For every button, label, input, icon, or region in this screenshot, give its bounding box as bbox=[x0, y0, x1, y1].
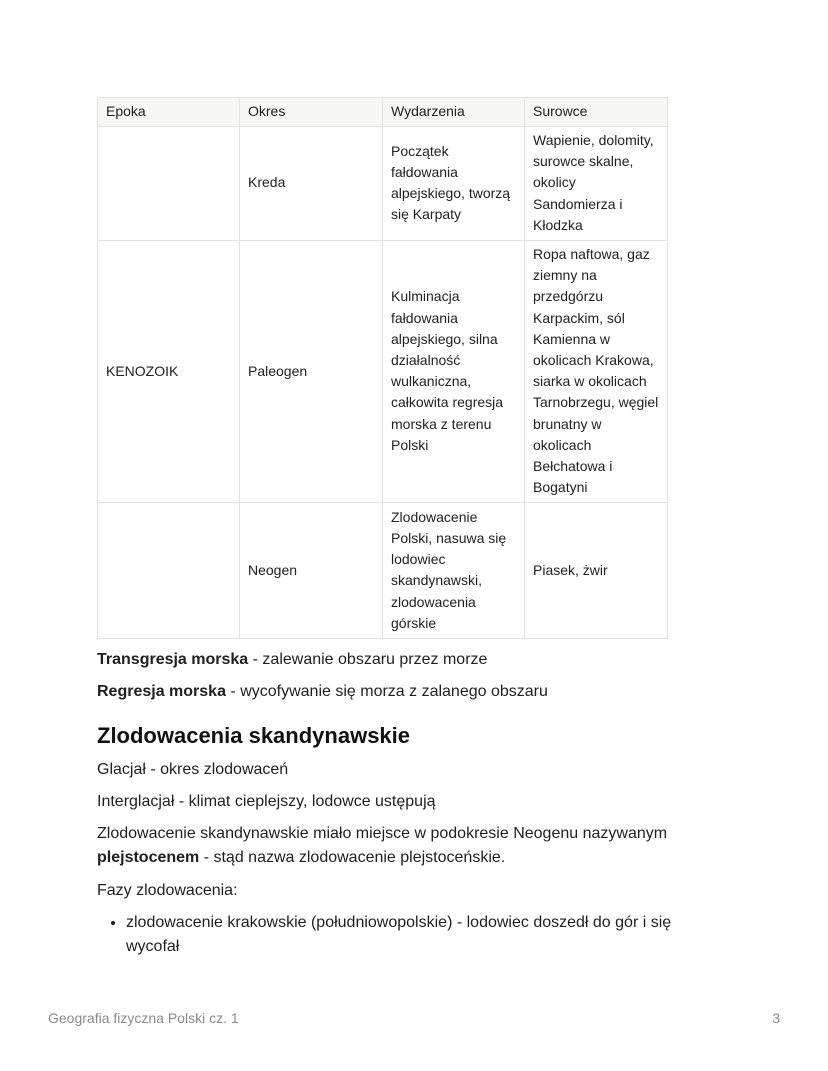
transgresja-definition bbox=[97, 648, 697, 672]
table-header-row bbox=[98, 98, 668, 127]
footer-document-title: Geografia fizyczna Polski cz. 1 bbox=[48, 1010, 239, 1026]
plejstocen-term: plejstocenem bbox=[97, 849, 200, 866]
cell-okres: Neogen bbox=[240, 503, 383, 639]
cell-epoka: KENOZOIK bbox=[98, 241, 240, 503]
table-row bbox=[98, 127, 668, 241]
cell-epoka bbox=[98, 503, 240, 639]
glacjal-definition: Glacjał - okres zlodowaceń bbox=[97, 761, 289, 778]
section-title: Zlodowacenia skandynawskie bbox=[97, 723, 411, 748]
cell-surowce: Piasek, żwir bbox=[525, 503, 668, 639]
paragraph-post: - stąd nazwa zlodowacenie plejstoceńskie. bbox=[199, 849, 506, 866]
header-wydarzenia: Wydarzenia bbox=[383, 98, 525, 127]
cell-wydarzenia: Zlodowacenie Polski, nasuwa się lodowiec skandynawski, zlodowacenia górskie bbox=[383, 503, 525, 639]
cell-okres: Kreda bbox=[240, 127, 383, 241]
fazy-label: Fazy zlodowacenia: bbox=[97, 882, 238, 899]
plejstocen-paragraph bbox=[97, 822, 697, 870]
eras-table bbox=[97, 97, 668, 639]
transgresja-term: Transgresja morska bbox=[97, 651, 249, 668]
header-okres: Okres bbox=[240, 98, 383, 127]
cell-epoka bbox=[98, 127, 240, 241]
footer-page-number: 3 bbox=[772, 1010, 780, 1026]
cell-okres: Paleogen bbox=[240, 241, 383, 503]
phases-list bbox=[97, 911, 726, 959]
cell-surowce: Ropa naftowa, gaz ziemny na przedgórzu Karpackim, sól Kamienna w okolicach Krakowa, siarka w okolicach Tarnobrzegu, węgiel brunatny w okolicach Bełchatowa i Bogatyni bbox=[525, 241, 668, 503]
paragraph-pre: Zlodowacenie skandynawskie miało miejsce w podokresie Neogenu nazywanym bbox=[97, 825, 668, 842]
cell-wydarzenia: Kulminacja fałdowania alpejskiego, silna działalność wulkaniczna, całkowita regresja morska z terenu Polski bbox=[383, 241, 525, 503]
list-item: • zlodowacenie krakowskie (południowopolskie) - lodowiec doszedł do gór i się wycofał bbox=[126, 911, 726, 959]
regresja-definition bbox=[97, 680, 697, 704]
regresja-term: Regresja morska bbox=[97, 683, 226, 700]
table-row bbox=[98, 503, 668, 639]
transgresja-text: - zalewanie obszaru przez morze bbox=[248, 651, 488, 668]
cell-surowce: Wapienie, dolomity, surowce skalne, okolicy Sandomierza i Kłodzka bbox=[525, 127, 668, 241]
regresja-text: - wycofywanie się morza z zalanego obszaru bbox=[225, 683, 548, 700]
header-epoka: Epoka bbox=[98, 98, 240, 127]
table-row bbox=[98, 241, 668, 503]
interglacjal-definition: Interglacjał - klimat cieplejszy, lodowce ustępują bbox=[97, 793, 436, 810]
cell-wydarzenia: Początek fałdowania alpejskiego, tworzą się Karpaty bbox=[383, 127, 525, 241]
header-surowce: Surowce bbox=[525, 98, 668, 127]
